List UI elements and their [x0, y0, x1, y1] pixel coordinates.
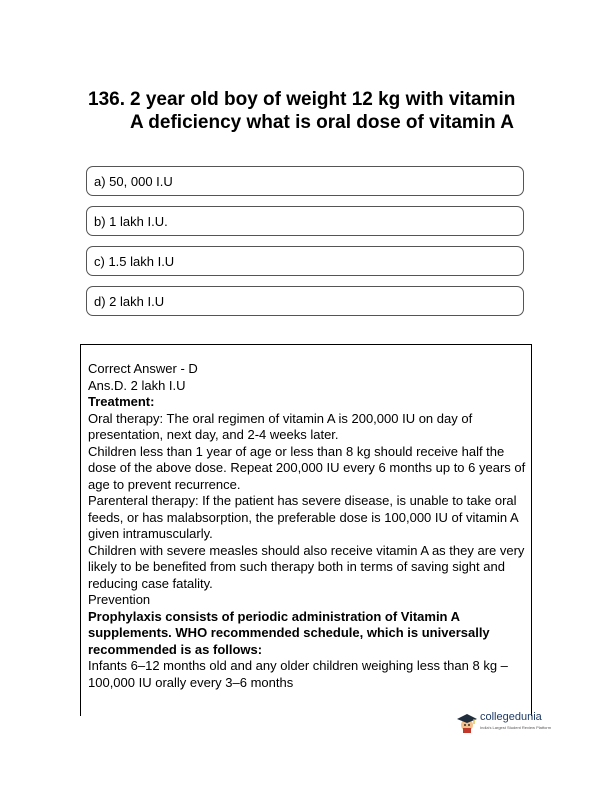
list-item: Children less than 1 year of age or less than 8 kg should receive half the dose of the above dose. Repeat 200,000 IU every 6 months up to 6 years of age to prevent recurrence.	[88, 444, 528, 494]
logo-name: collegedunia	[480, 711, 542, 723]
answer-line: Ans.D. 2 lakh I.U	[88, 377, 186, 393]
prophylaxis-text: Prophylaxis consists of periodic administration of Vitamin A supplements. WHO recommended schedule, which is universally recommended is as follows:	[88, 608, 490, 657]
answer-content	[88, 361, 528, 691]
option-c[interactable]: c) 1.5 lakh I.U	[86, 246, 524, 276]
list-item: Oral therapy: The oral regimen of vitamin A is 200,000 IU on day of presentation, next day, and 2-4 weeks later.	[88, 411, 528, 444]
question-text: 2 year old boy of weight 12 kg with vitamin A deficiency what is oral dose of vitamin A	[130, 89, 516, 133]
treatment-list	[88, 411, 528, 609]
logo-tagline: India's Largest Student Review Platform	[480, 725, 552, 730]
option-a[interactable]: a) 50, 000 I.U	[86, 166, 524, 196]
question	[88, 88, 528, 134]
option-b[interactable]: b) 1 lakh I.U.	[86, 206, 524, 236]
option-d[interactable]: d) 2 lakh I.U	[86, 286, 524, 316]
schedule-list	[88, 658, 528, 691]
collegedunia-logo	[456, 710, 552, 736]
list-item: Infants 6–12 months old and any older children weighing less than 8 kg – 100,000 IU orally every 3–6 months	[88, 658, 528, 691]
answer-box	[80, 344, 532, 716]
question-number: 136.	[88, 89, 125, 110]
correct-answer: Correct Answer - D	[88, 361, 198, 376]
list-item: Parenteral therapy: If the patient has severe disease, is unable to take oral feeds, or has malabsorption, the preferable dose is 100,000 IU of vitamin A given intramuscularly.	[88, 493, 528, 543]
graduate-cap-icon	[456, 712, 478, 734]
list-item: Children with severe measles should also receive vitamin A as they are very likely to be benefited from such therapy both in terms of saving sight and reducing case fatality.	[88, 543, 528, 593]
list-item: Prevention	[88, 592, 528, 609]
treatment-heading: Treatment:	[88, 394, 155, 409]
